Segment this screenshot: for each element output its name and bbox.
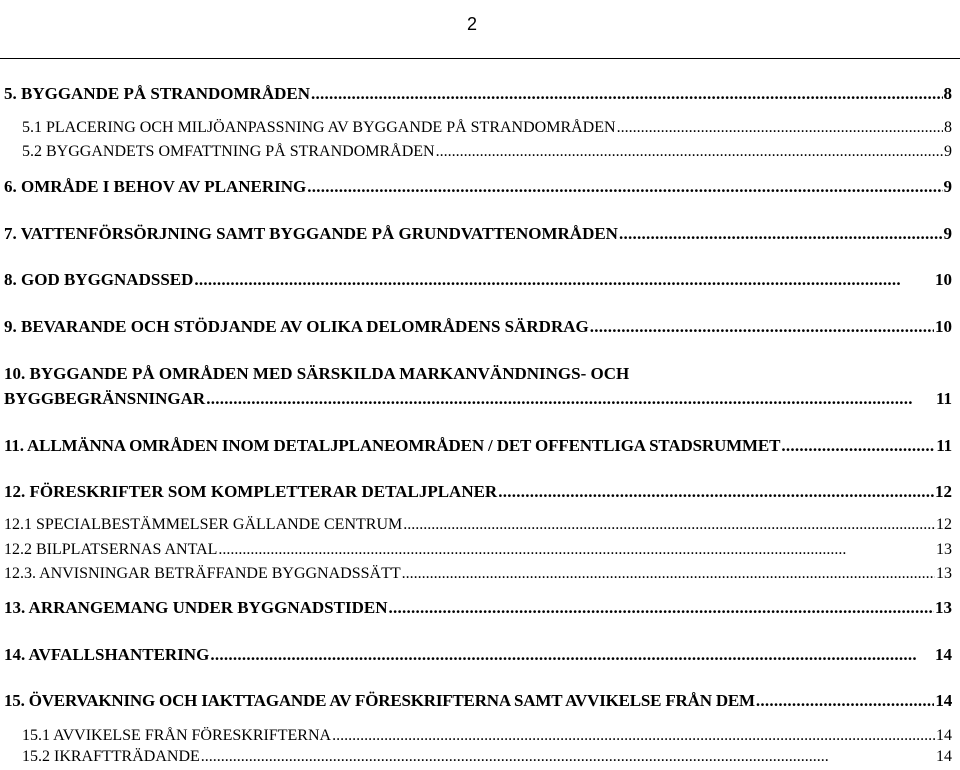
toc-entry-title: 5. BYGGANDE PÅ STRANDOMRÅDEN [4, 84, 311, 103]
toc-entry-title: 12.1 SPECIALBESTÄMMELSER GÄLLANDE CENTRUM [4, 516, 403, 533]
dot-leader [436, 143, 943, 161]
toc-entry[interactable] [4, 270, 952, 290]
toc-entry[interactable] [4, 691, 952, 711]
toc-entry-page: 14 [936, 748, 952, 765]
dot-leader [619, 224, 943, 244]
dot-leader [590, 317, 934, 337]
toc-entry-page: 8 [944, 119, 952, 136]
toc-entry-page: 9 [943, 177, 952, 196]
toc-entry-page: 9 [944, 143, 952, 160]
toc-entry[interactable] [4, 224, 952, 244]
toc-entry[interactable] [4, 516, 952, 534]
toc-entry[interactable] [4, 389, 952, 409]
toc-entry-title: 12. FÖRESKRIFTER SOM KOMPLETTERAR DETALJPLANER [4, 482, 498, 501]
toc-entry-title: 14. AVFALLSHANTERING [4, 645, 210, 664]
toc-entry[interactable] [4, 482, 952, 502]
toc-entry-title: BYGGBEGRÄNSNINGAR [4, 389, 206, 408]
toc-entry-title: 12.3. ANVISNINGAR BETRÄFFANDE BYGGNADSSÄTT [4, 565, 401, 582]
toc-entry-page: 10 [935, 270, 952, 289]
toc-entry-title: 6. OMRÅDE I BEHOV AV PLANERING [4, 177, 307, 196]
dot-leader [307, 177, 942, 197]
toc-entry-page: 14 [935, 645, 952, 664]
toc-entry-page: 11 [935, 389, 952, 408]
toc-entry[interactable] [4, 541, 952, 559]
dot-leader [311, 84, 942, 104]
dot-leader [402, 565, 935, 583]
dot-leader [194, 270, 934, 290]
toc-entry-page: 13 [936, 541, 952, 558]
toc-entry[interactable] [4, 436, 952, 456]
toc-entry-title: 7. VATTENFÖRSÖRJNING SAMT BYGGANDE PÅ GRUNDVATTENOMRÅDEN [4, 224, 618, 243]
toc-entry-title: 12.2 BILPLATSERNAS ANTAL [4, 541, 218, 558]
toc-entry-page: 14 [935, 691, 952, 710]
toc-entry-page: 12 [935, 482, 952, 501]
toc-entry-title: 13. ARRANGEMANG UNDER BYGGNADSTIDEN [4, 598, 388, 617]
toc-entry-page: 10 [935, 317, 952, 336]
page-number: 2 [466, 14, 477, 34]
toc-entry-page: 8 [943, 84, 952, 103]
dot-leader [498, 482, 934, 502]
toc-entry-page: 9 [943, 224, 952, 243]
toc-entry-page: 13 [935, 598, 952, 617]
dot-leader [756, 691, 935, 711]
toc-entry[interactable] [4, 84, 952, 104]
toc-entry[interactable] [4, 317, 952, 337]
toc-entry-page: 13 [936, 565, 952, 582]
toc-entry[interactable] [4, 565, 952, 583]
dot-leader [388, 598, 934, 618]
toc-entry[interactable] [22, 748, 952, 766]
toc-entry-page: 12 [936, 516, 952, 533]
dot-leader [206, 389, 935, 409]
dot-leader [218, 541, 935, 559]
toc-entry-title: 11. ALLMÄNNA OMRÅDEN INOM DETALJPLANEOMRÅDEN / DET OFFENTLIGA STADSRUMMET [4, 436, 781, 455]
toc-entry[interactable] [4, 645, 952, 665]
toc-entry-title: 15.1 AVVIKELSE FRÅN FÖRESKRIFTERNA [22, 727, 332, 744]
toc-entry-title: 8. GOD BYGGNADSSED [4, 270, 194, 289]
dot-leader [332, 727, 935, 745]
toc-entry-page: 11 [936, 436, 952, 455]
toc-entry[interactable] [22, 727, 952, 745]
toc-entry[interactable] [22, 119, 952, 137]
toc-entry-title: 5.1 PLACERING OCH MILJÖANPASSNING AV BYGGANDE PÅ STRANDOMRÅDEN [22, 119, 616, 136]
dot-leader [210, 645, 934, 665]
dot-leader [781, 436, 935, 456]
toc-entry-title: 5.2 BYGGANDETS OMFATTNING PÅ STRANDOMRÅDEN [22, 143, 435, 160]
toc-entry-title: 15. ÖVERVAKNING OCH IAKTTAGANDE AV FÖRESKRIFTERNA SAMT AVVIKELSE FRÅN DEM [4, 691, 755, 710]
toc-entry[interactable] [4, 598, 952, 618]
toc-entry-title[interactable]: 10. BYGGANDE PÅ OMRÅDEN MED SÄRSKILDA MARKANVÄNDNINGS- OCH [4, 364, 630, 383]
dot-leader [201, 748, 935, 766]
toc-entry-title: 9. BEVARANDE OCH STÖDJANDE AV OLIKA DELOMRÅDENS SÄRDRAG [4, 317, 589, 336]
toc-entry-page: 14 [936, 727, 952, 744]
dot-leader [403, 516, 935, 534]
toc-entry-title: 15.2 IKRAFTTRÄDANDE [22, 748, 200, 765]
toc-entry[interactable] [4, 177, 952, 197]
dot-leader [617, 119, 943, 137]
toc-entry[interactable] [22, 143, 952, 161]
